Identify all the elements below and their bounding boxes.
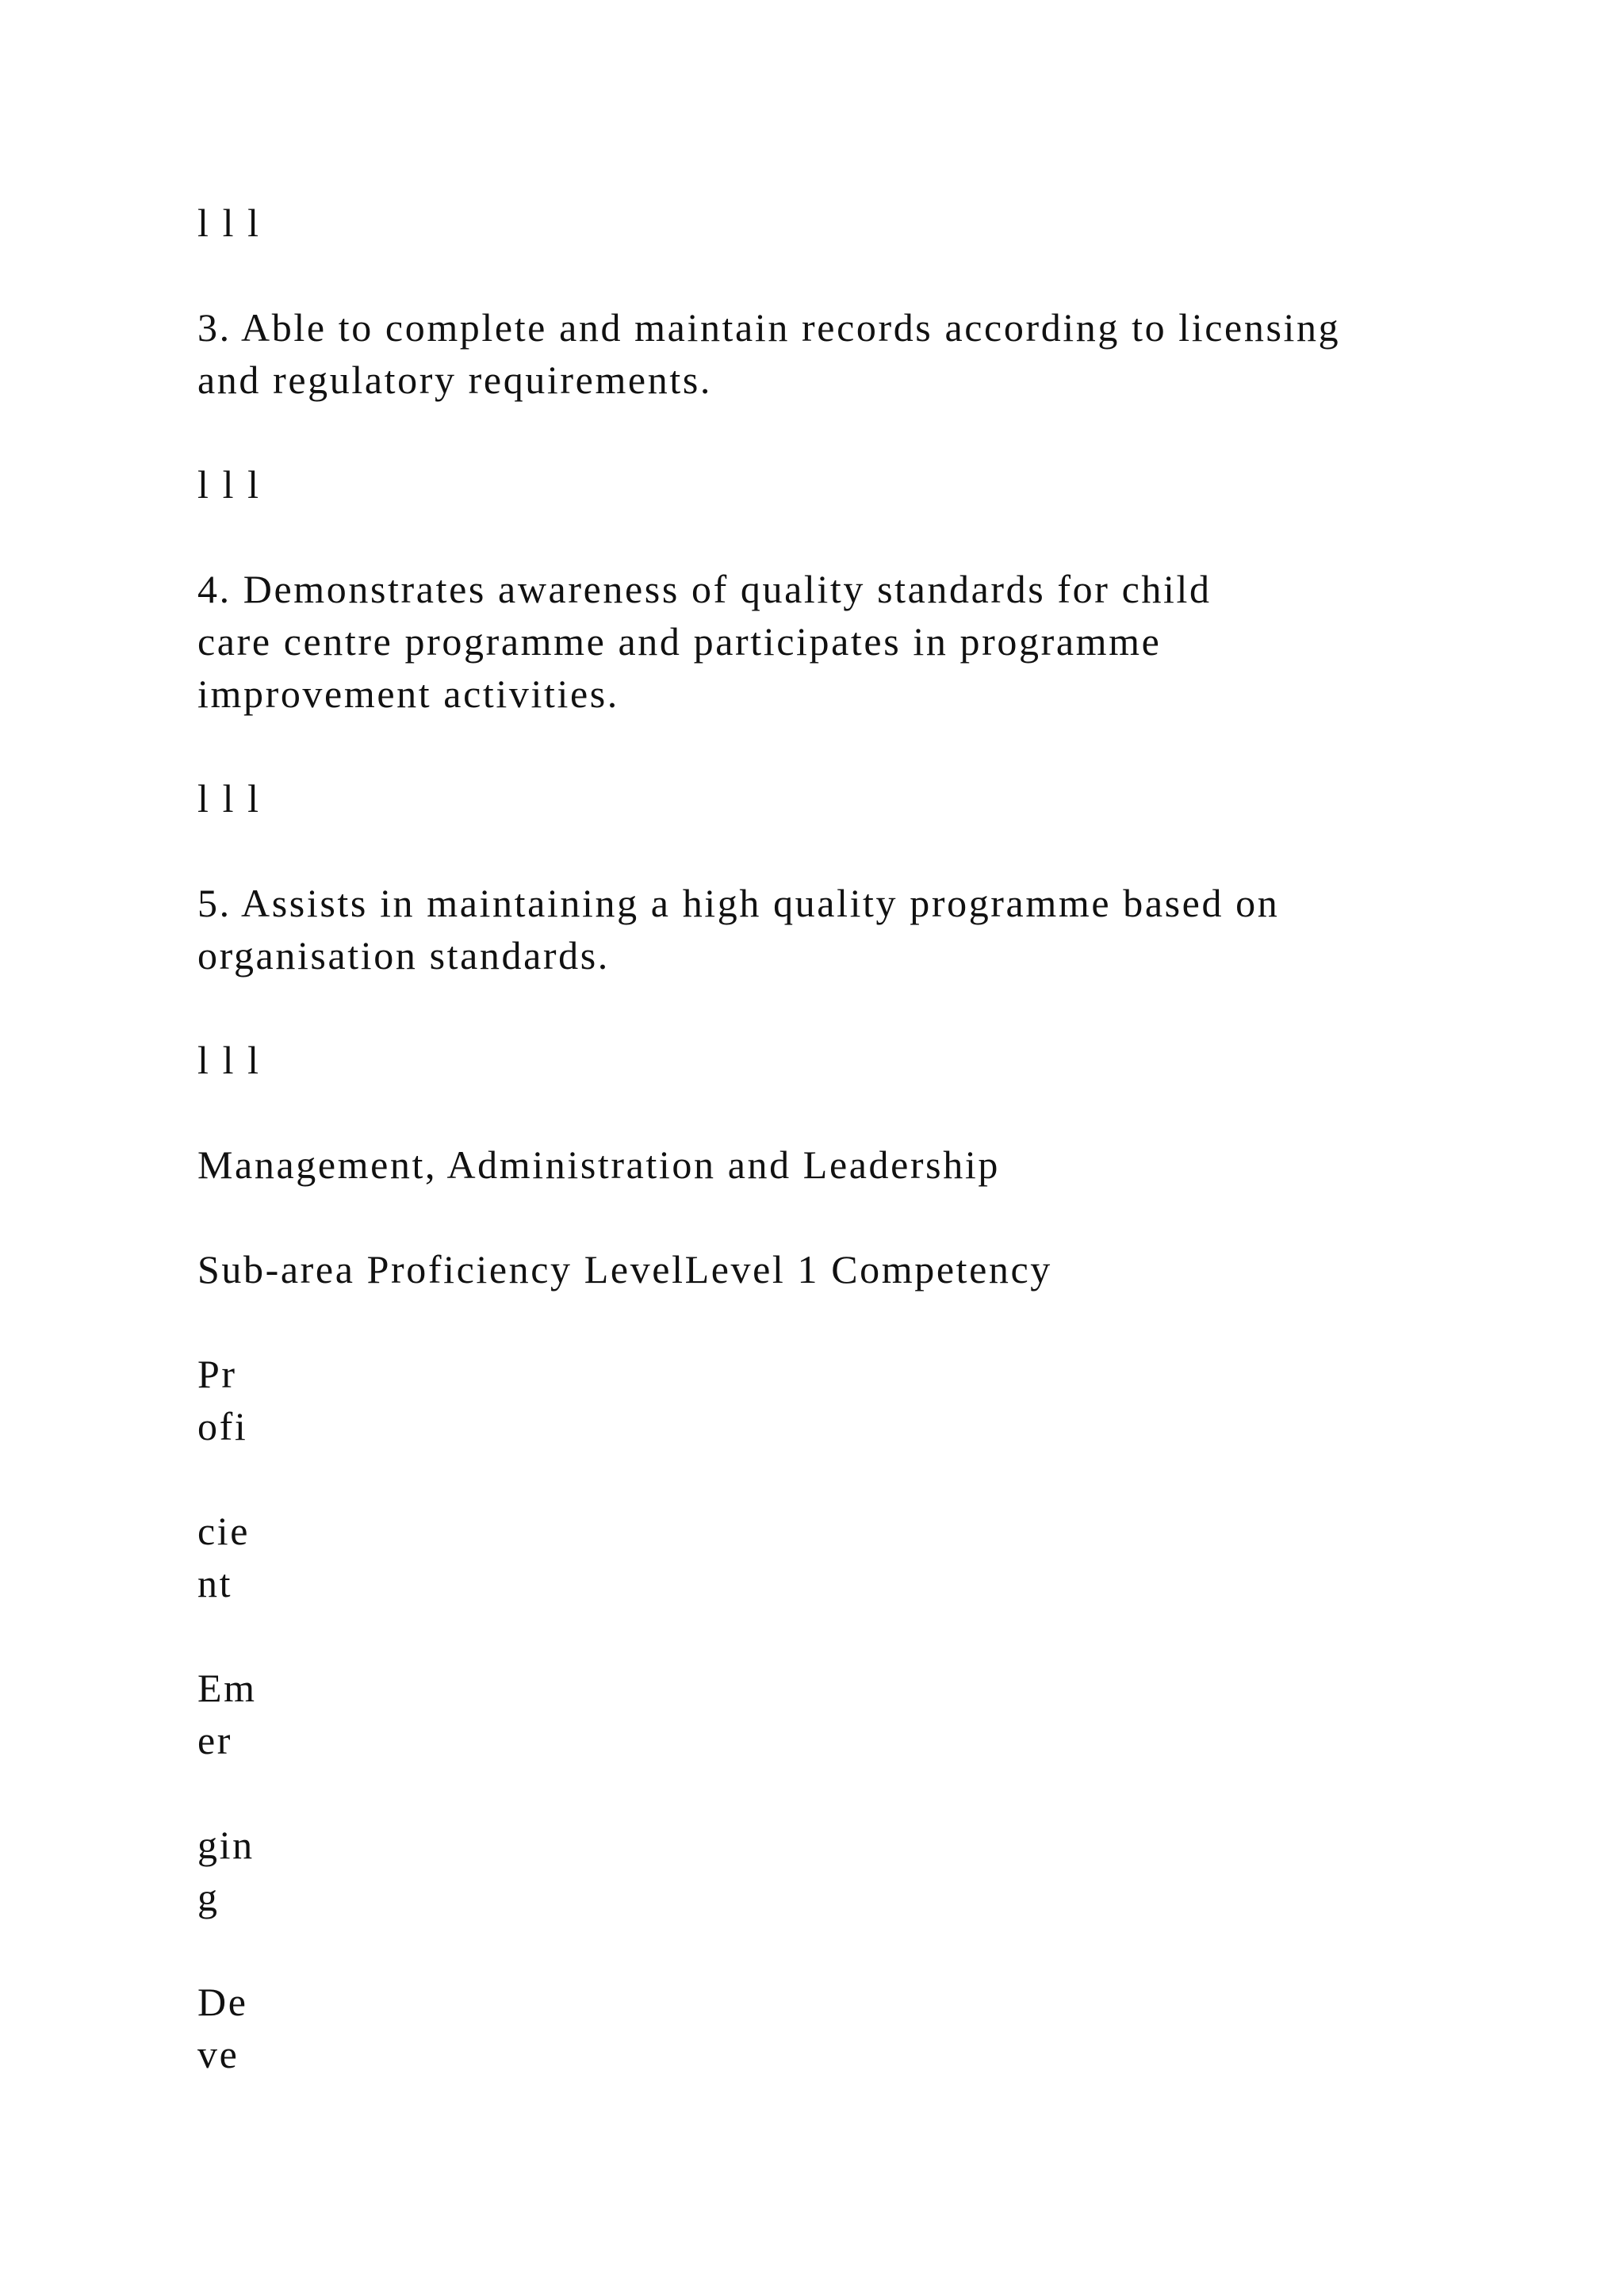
competency-4-line-2: care centre programme and participates in programme — [197, 619, 1162, 664]
column-fragment: Em — [197, 1666, 257, 1710]
competency-3-line-2: and regulatory requirements. — [197, 358, 712, 402]
competency-4-line-3: improvement activities. — [197, 672, 619, 716]
column-fragment: er — [197, 1718, 233, 1762]
competency-5-line-2: organisation standards. — [197, 933, 610, 978]
rating-marks: l l l — [197, 776, 261, 821]
column-fragment: g — [197, 1875, 220, 1919]
section-heading: Management, Administration and Leadership — [197, 1142, 1000, 1187]
rating-marks: l l l — [197, 1038, 261, 1082]
column-fragment: ofi — [197, 1404, 248, 1448]
column-fragment: Pr — [197, 1352, 237, 1396]
rating-marks: l l l — [197, 201, 261, 245]
table-header-row: Sub-area Proficiency LevelLevel 1 Competency — [197, 1247, 1052, 1292]
competency-3-line-1: 3. Able to complete and maintain records according to licensing — [197, 305, 1341, 350]
column-fragment: De — [197, 1980, 248, 2024]
column-fragment: gin — [197, 1823, 255, 1867]
competency-5-line-1: 5. Assists in maintaining a high quality programme based on — [197, 881, 1280, 925]
rating-marks: l l l — [197, 462, 261, 507]
column-fragment: nt — [197, 1561, 233, 1605]
column-fragment: cie — [197, 1509, 251, 1553]
column-fragment: ve — [197, 2032, 239, 2076]
competency-4-line-1: 4. Demonstrates awareness of quality standards for child — [197, 567, 1212, 611]
